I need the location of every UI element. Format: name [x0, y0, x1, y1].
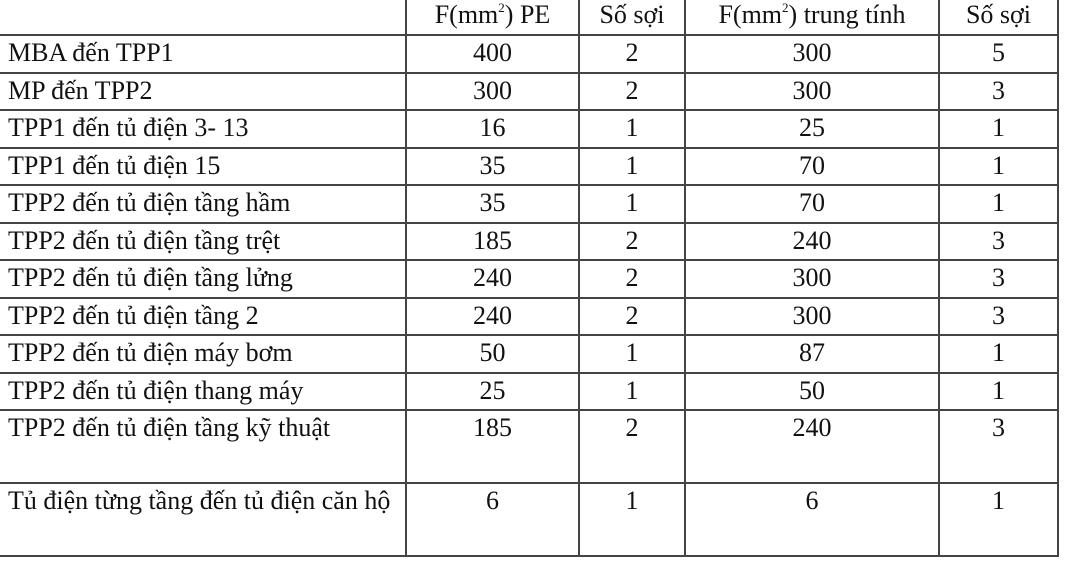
row-label: TPP2 đến tủ điện tầng 2	[0, 298, 406, 336]
neutral-section: 50	[685, 373, 939, 411]
pe-count: 1	[579, 373, 685, 411]
neutral-count: 3	[939, 298, 1058, 336]
table-row	[0, 335, 1058, 373]
row-label: TPP1 đến tủ điện 3- 13	[0, 110, 406, 148]
pe-count: 2	[579, 73, 685, 111]
neutral-section: 240	[685, 410, 939, 483]
neutral-count: 1	[939, 483, 1058, 556]
neutral-count: 3	[939, 410, 1058, 483]
neutral-section: 70	[685, 185, 939, 223]
neutral-section: 6	[685, 483, 939, 556]
table-row	[0, 73, 1058, 111]
pe-section: 300	[406, 73, 579, 111]
header-pe-count: Số sợi	[579, 0, 685, 35]
neutral-count: 3	[939, 73, 1058, 111]
row-label: TPP2 đến tủ điện thang máy	[0, 373, 406, 411]
row-label: TPP2 đến tủ điện tầng trệt	[0, 223, 406, 261]
neutral-section: 87	[685, 335, 939, 373]
table-row	[0, 110, 1058, 148]
pe-section: 240	[406, 298, 579, 336]
row-label: Tủ điện từng tầng đến tủ điện căn hộ	[0, 483, 406, 556]
table-row	[0, 410, 1058, 483]
neutral-section: 70	[685, 148, 939, 186]
neutral-count: 3	[939, 223, 1058, 261]
pe-section: 185	[406, 223, 579, 261]
table-row	[0, 185, 1058, 223]
pe-section: 400	[406, 35, 579, 73]
header-pe-section: $F(mm^2)$ PE	[406, 0, 579, 35]
pe-section: 6	[406, 483, 579, 556]
neutral-count: 1	[939, 110, 1058, 148]
neutral-count: 1	[939, 185, 1058, 223]
neutral-count: 3	[939, 260, 1058, 298]
row-label: TPP1 đến tủ điện 15	[0, 148, 406, 186]
neutral-section: 300	[685, 35, 939, 73]
neutral-section: 240	[685, 223, 939, 261]
pe-section: 25	[406, 373, 579, 411]
row-label: MP đến TPP2	[0, 73, 406, 111]
neutral-section: 300	[685, 73, 939, 111]
neutral-count: 1	[939, 148, 1058, 186]
pe-count: 1	[579, 110, 685, 148]
pe-count: 1	[579, 148, 685, 186]
pe-section: 16	[406, 110, 579, 148]
row-label: MBA đến TPP1	[0, 35, 406, 73]
pe-count: 1	[579, 335, 685, 373]
neutral-section: 300	[685, 298, 939, 336]
header-neutral-count: Số sợi	[939, 0, 1058, 35]
pe-count: 2	[579, 223, 685, 261]
table-row	[0, 223, 1058, 261]
table-row	[0, 35, 1058, 73]
pe-count: 2	[579, 35, 685, 73]
pe-section: 185	[406, 410, 579, 483]
neutral-count: 5	[939, 35, 1058, 73]
pe-section: 35	[406, 185, 579, 223]
pe-section: 35	[406, 148, 579, 186]
table-row	[0, 483, 1058, 556]
header-row	[0, 0, 1058, 35]
row-label: TPP2 đến tủ điện tầng kỹ thuật	[0, 410, 406, 483]
neutral-count: 1	[939, 373, 1058, 411]
table-row	[0, 260, 1058, 298]
row-label: TPP2 đến tủ điện tầng hầm	[0, 185, 406, 223]
pe-section: 50	[406, 335, 579, 373]
pe-count: 2	[579, 410, 685, 483]
pe-count: 2	[579, 260, 685, 298]
neutral-count: 1	[939, 335, 1058, 373]
pe-count: 2	[579, 298, 685, 336]
header-neutral-section: $F(mm^2)$ trung tính	[685, 0, 939, 35]
table-row	[0, 148, 1058, 186]
row-label: TPP2 đến tủ điện tầng lửng	[0, 260, 406, 298]
neutral-section: 25	[685, 110, 939, 148]
row-label: TPP2 đến tủ điện máy bơm	[0, 335, 406, 373]
pe-count: 1	[579, 185, 685, 223]
table-row	[0, 373, 1058, 411]
pe-section: 240	[406, 260, 579, 298]
pe-count: 1	[579, 483, 685, 556]
neutral-section: 300	[685, 260, 939, 298]
header-empty	[0, 0, 406, 35]
table-row	[0, 298, 1058, 336]
